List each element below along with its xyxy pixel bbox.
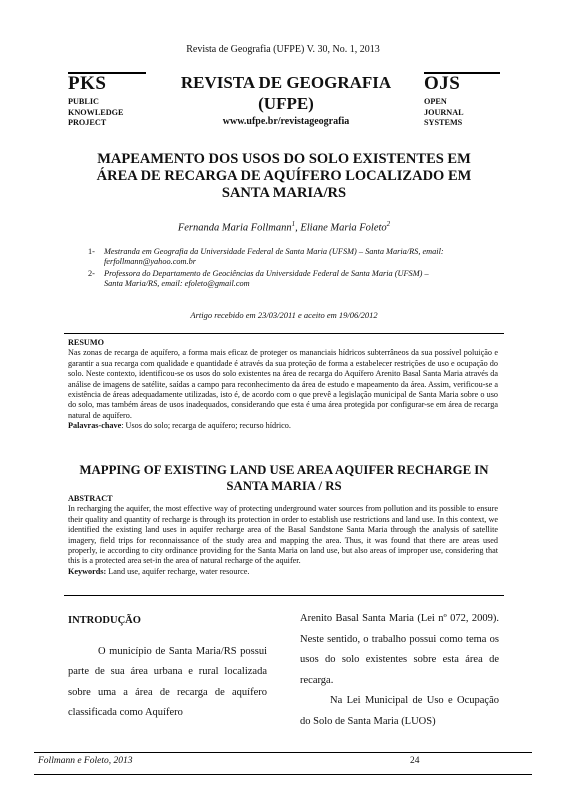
keywords-text: Land use, aquifer recharge, water resource. [106, 566, 250, 576]
journal-issue-line: Revista de Geografia (UFPE) V. 30, No. 1, 2013 [186, 44, 380, 55]
author-name: Eliane Maria Foleto [300, 222, 387, 234]
section-divider [64, 595, 504, 596]
affiliation-email[interactable]: Santa Maria/RS, email: efoleto@gmail.com [104, 279, 250, 289]
english-title-line: MAPPING OF EXISTING LAND USE AREA AQUIFER RECHARGE IN [79, 463, 489, 477]
abstract-heading: ABSTRACT [68, 494, 113, 503]
resumo-body: Nas zonas de recarga de aquífero, a forma mais eficaz de proteger os mananciais hídricos subterrâneos da sua possível poluição e garantir a sua recarga com qualidade e quantidade é através da sua proteção de forma a estabelecer restrições de uso e ocupação do solo. Neste contexto, identificou-se os usos do solo existentes na área de recarga do Aquífero Arenito Basal Santa Maria através da análise de imagens de satélite, saídas a campo para reconhecimento da área de estudo e mapeamento da área. Assim, verificou-se a existência de áreas adequadamente utilizadas, isto é, de acordo com o que prevê a legislação municipal de Santa Maria sobre o uso do solo, mas também áreas de usos inadequados, considerando que esta é uma área protegida por configurar-se em área de recarga natural de aquífero. [68, 348, 498, 420]
paper-title-line: SANTA MARIA/RS [221, 185, 347, 201]
journal-title: REVISTA DE GEOGRAFIA [180, 73, 392, 92]
abstract-section [68, 494, 498, 577]
pks-subtitle [68, 97, 146, 129]
abstract-body: In recharging the aquifer, the most effective way of protecting underground water sources from pollution and its possible to ensure their quality and quantity of recharge is through its protection in order to establish use restrictions and land use. In this context, we identified the existing land uses in aquifer recharge area of the Basal Sandstone Santa Maria through the analysis of satellite imagery, field trips for reconnaissance of the study area and mapping the area. Thus, it was found that there are areas used properly, ie according to city ordinance providing for the Santa Maria on land use, but also areas of improper use, considering that this is a protected area set-in the area of natural recharge of the aquifer. [68, 504, 498, 566]
author-list [64, 220, 504, 234]
affiliation [64, 247, 504, 269]
keywords-label: Keywords: [68, 566, 107, 576]
paper-title [64, 151, 504, 202]
pks-line: KNOWLEDGE [68, 107, 124, 117]
pks-line: PUBLIC [68, 97, 99, 106]
english-title-line: SANTA MARIA / RS [226, 479, 342, 493]
intro-paragraph-continued: Arenito Basal Santa Maria (Lei nº 072, 2009). Neste sentido, o trabalho possui como tema os usos do solo existentes sobre esta área de recarga. [300, 613, 499, 686]
english-title [64, 462, 504, 494]
received-date: Artigo recebido em 23/03/2011 e aceito em 19/06/2012 [190, 310, 378, 320]
intro-paragraph: O município de Santa Maria/RS possui parte de sua área urbana e rural localizada sobre uma a área de recarga de aquífero classificada como Aquífero [68, 645, 267, 718]
paper-title-line: ÁREA DE RECARGA DE AQUÍFERO LOCALIZADO EM [96, 168, 472, 184]
journal-url[interactable]: www.ufpe.br/revistageografia [222, 116, 350, 127]
footer-rule [34, 752, 532, 753]
paper-title-line: MAPEAMENTO DOS USOS DO SOLO EXISTENTES EM [97, 151, 471, 167]
pks-logo [68, 72, 146, 132]
affiliation [64, 269, 504, 291]
ojs-logo [424, 72, 500, 132]
resumo-heading: RESUMO [68, 338, 104, 347]
ojs-line: SYSTEMS [424, 118, 463, 127]
resumo-section [68, 338, 498, 432]
abstract-keywords [68, 567, 498, 577]
keywords-text: : Usos do solo; recarga de aquífero; recurso hídrico. [121, 421, 291, 431]
affiliation-email[interactable]: ferfollmann@yahoo.com.br [104, 257, 196, 267]
left-column [68, 611, 267, 724]
footer-citation: Follmann e Foleto, 2013 [38, 756, 133, 766]
ojs-abbr: OJS [424, 73, 461, 94]
page-number: 24 [410, 756, 420, 766]
pks-abbr: PKS [68, 73, 107, 94]
author-affiliation-mark: 1 [291, 220, 296, 228]
ojs-line: JOURNAL [424, 107, 464, 117]
affiliation-number: 1- [88, 247, 95, 256]
ojs-line: OPEN [424, 97, 447, 106]
journal-masthead [160, 72, 412, 127]
author-name: Fernanda Maria Follmann [177, 222, 292, 234]
intro-paragraph: Na Lei Municipal de Uso e Ocupação do Solo de Santa Maria (LUOS) [300, 695, 499, 727]
author-separator: , [295, 222, 301, 234]
resumo-keywords [68, 421, 498, 431]
author-affiliation-mark: 2 [386, 220, 391, 228]
affiliation-line: Mestranda em Geografia da Universidade Federal de Santa Maria (UFSM) – Santa Maria/RS, email: [104, 247, 444, 256]
footer-rule [34, 774, 532, 775]
intro-heading: INTRODUÇÃO [68, 615, 141, 626]
keywords-label: Palavras-chave [68, 421, 122, 431]
section-divider [64, 333, 504, 334]
affiliation-line: Professora do Departamento de Geociências da Universidade Federal de Santa Maria (UFSM) – [104, 269, 429, 278]
affiliation-number: 2- [88, 269, 95, 278]
right-column [300, 609, 499, 732]
ojs-subtitle [424, 97, 500, 129]
journal-title-sub: (UFPE) [258, 94, 314, 113]
pks-line: PROJECT [68, 118, 107, 127]
